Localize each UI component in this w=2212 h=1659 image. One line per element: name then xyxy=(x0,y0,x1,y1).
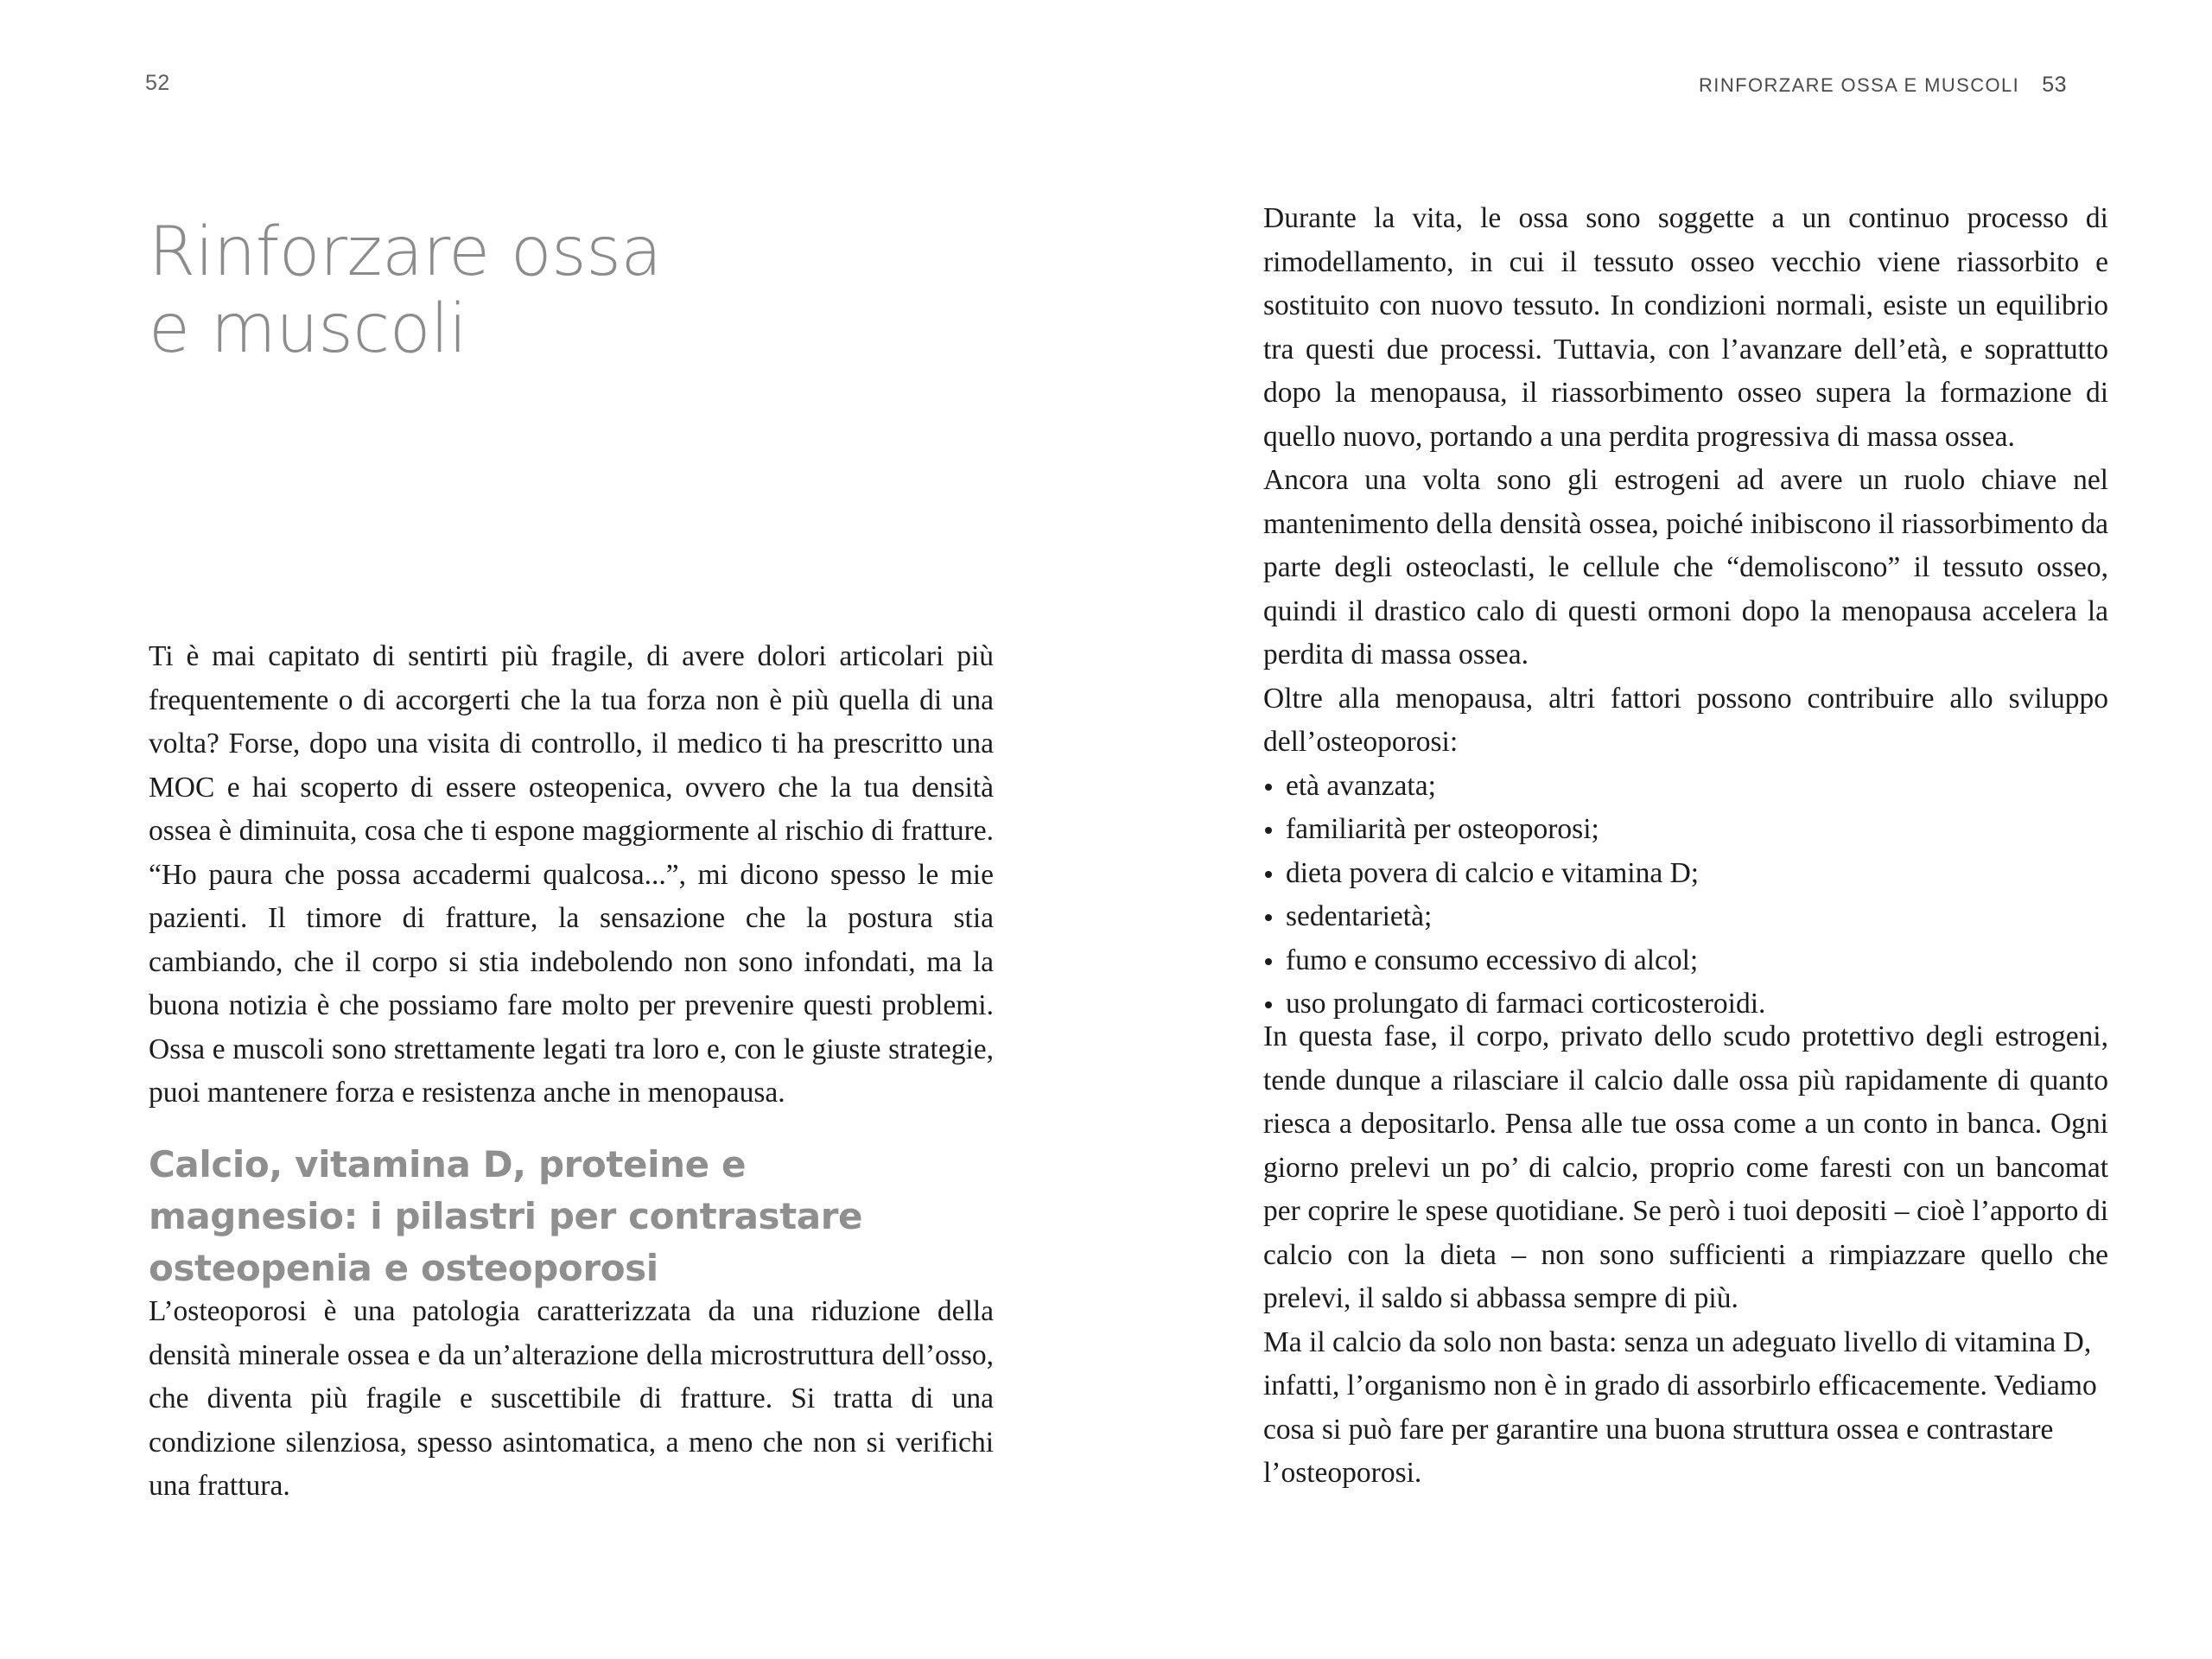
right-paragraph-3: Oltre alla menopausa, altri fattori possono contribuire allo sviluppo dell’osteoporosi: xyxy=(1263,682,2108,758)
left-section-paragraph: L’osteoporosi è una patologia caratterizzata da una riduzione della densità minerale ossea e da un’alterazione della microstruttura dell’osso, che diventa più fragile e suscettibile di fratture. Si tratta di una condizione silenziosa, spesso asintomatica, a meno che non si verifichi una frattura. xyxy=(149,1295,994,1502)
page-number-left: 52 xyxy=(145,71,170,95)
section-heading xyxy=(149,1139,978,1294)
list-item xyxy=(1263,808,2108,852)
page-number-right: 53 xyxy=(2042,73,2067,97)
right-paragraph-4: In questa fase, il corpo, privato dello scudo protettivo degli estrogeni, tende dunque a rilasciare il calcio dalle ossa più rapidamente di quanto riesca a depositarlo. Pensa alle tue ossa come a un conto in banca. Ogni giorno prelevi un po’ di calcio, proprio come faresti con un bancomat per coprire le spese quotidiane. Se però i tuoi depositi – cioè l’apporto di calcio con la dieta – non sono sufficienti a rimpiazzare quello che prelevi, il saldo si abbassa sempre di più. xyxy=(1263,1020,2108,1314)
bullet-dot-icon xyxy=(1265,958,1272,965)
right-para-1-block xyxy=(1263,197,2108,1027)
osteoporosis-risk-factor-list xyxy=(1263,765,2108,1027)
section-heading-line-2: magnesio: i pilastri per contrastare xyxy=(149,1195,863,1237)
right-paragraph-1: Durante la vita, le ossa sono soggette a un continuo processo di rimodellamento, in cui il tessuto osseo vecchio viene riassorbito e sostituito con nuovo tessuto. In condizioni normali, esiste un equilibrio tra questi due processi. Tuttavia, con l’avanzare dell’età, e soprattutto dopo la menopausa, il riassorbimento osseo supera la formazione di quello nuovo, portando a una perdita progressiva di massa ossea. xyxy=(1263,202,2108,453)
right-para-4-block xyxy=(1263,1015,2108,1496)
left-intro-paragraph: Ti è mai capitato di sentirti più fragile, di avere dolori articolari più frequentemente o di accorgerti che la tua forza non è più quella di una volta? Forse, dopo una visita di controllo, il medico ti ha prescritto una MOC e hai scoperto di essere osteopenica, ovvero che la tua densità ossea è diminuita, cosa che ti espone maggiormente al rischio di fratture. “Ho paura che possa accadermi qualcosa...”, mi dicono spesso le mie pazienti. Il timore di fratture, la sensazione che la postura stia cambiando, che il corpo si stia indebolendo non sono infondati, ma la buona notizia è che possiamo fare molto per prevenire questi problemi. Ossa e muscoli sono strettamente legati tra loro e, con le giuste strategie, puoi mantenere forza e resistenza anche in menopausa. xyxy=(149,640,994,1109)
chapter-title xyxy=(149,214,1013,368)
list-item-label: dieta povera di calcio e vitamina D; xyxy=(1286,856,1700,889)
running-head-right xyxy=(1699,73,2067,98)
bullet-dot-icon xyxy=(1265,871,1272,878)
right-paragraph-2: Ancora una volta sono gli estrogeni ad avere un ruolo chiave nel mantenimento della densità ossea, poiché inibiscono il riassorbimento da parte degli osteoclasti, le cellule che “demoliscono” il tessuto osseo, quindi il drastico calo di questi ormoni dopo la menopausa accelera la perdita di massa ossea. xyxy=(1263,464,2108,671)
section-heading-line-3: osteopenia e osteoporosi xyxy=(149,1247,658,1289)
bullet-dot-icon xyxy=(1265,914,1272,921)
list-item xyxy=(1263,852,2108,896)
list-item-label: uso prolungato di farmaci corticosteroidi. xyxy=(1286,988,1766,1020)
right-paragraph-5: Ma il calcio da solo non basta: senza un adeguato livello di vitamina D, infatti, l’organismo non è in grado di assorbirlo efficacemente. Vediamo cosa si può fare per garantire una buona struttura ossea e contrastare l’osteoporosi. xyxy=(1263,1325,2097,1489)
list-item-label: familiarità per osteoporosi; xyxy=(1286,813,1599,845)
chapter-title-line-1: Rinforzare ossa xyxy=(149,213,662,292)
running-head-title: RINFORZARE OSSA E MUSCOLI xyxy=(1699,74,2020,96)
bullet-dot-icon xyxy=(1265,1001,1272,1008)
list-item xyxy=(1263,895,2108,939)
bullet-dot-icon xyxy=(1265,784,1272,791)
list-item-label: fumo e consumo eccessivo di alcol; xyxy=(1286,944,1699,976)
left-intro-block xyxy=(149,635,994,1116)
bullet-dot-icon xyxy=(1265,827,1272,834)
list-item xyxy=(1263,765,2108,809)
section-heading-line-1: Calcio, vitamina D, proteine e xyxy=(149,1143,747,1185)
left-section-block xyxy=(149,1290,994,1509)
list-item-label: età avanzata; xyxy=(1286,769,1436,802)
list-item xyxy=(1263,939,2108,983)
list-item-label: sedentarietà; xyxy=(1286,900,1433,932)
chapter-title-line-2: e muscoli xyxy=(149,290,467,369)
